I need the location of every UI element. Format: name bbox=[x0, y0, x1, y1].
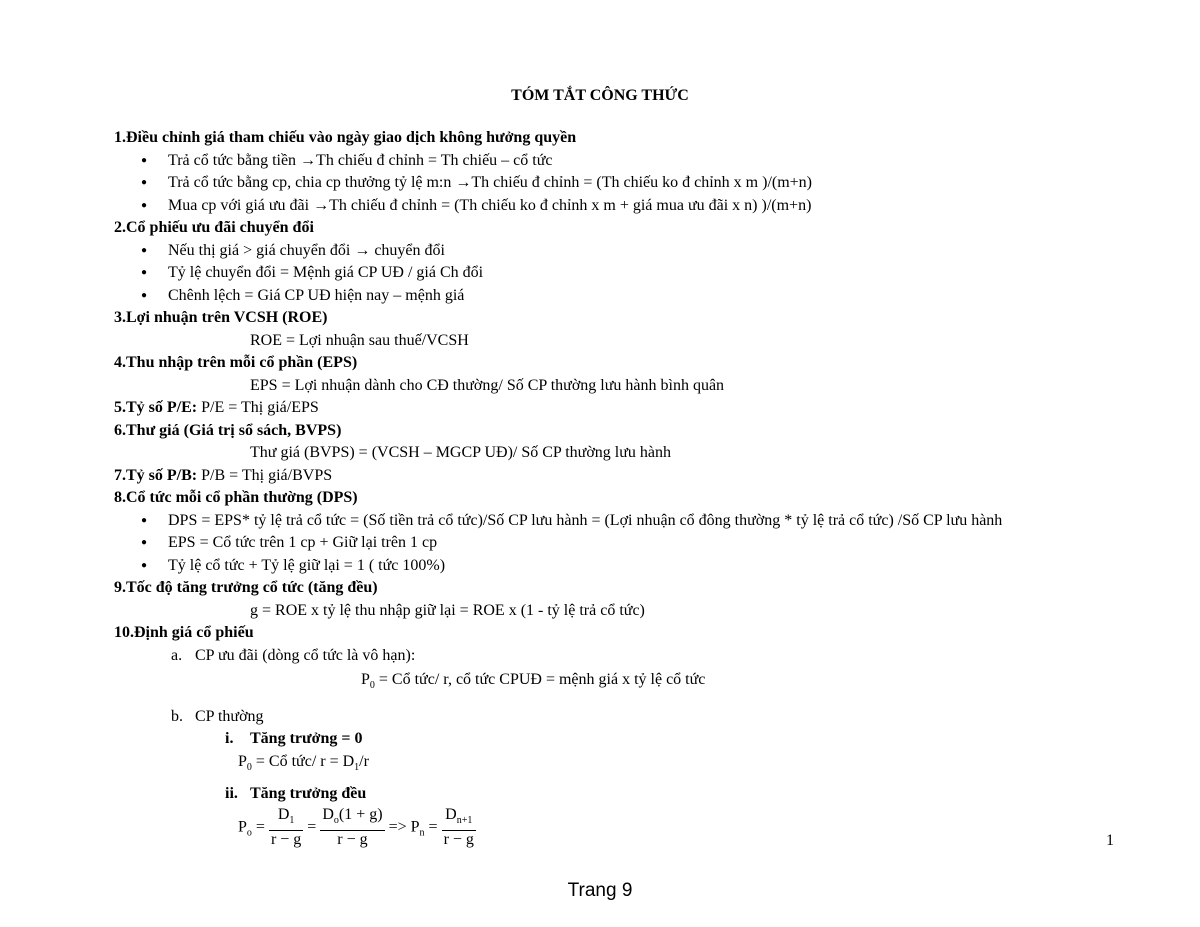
bvps-formula: Thư giá (BVPS) = (VCSH – MGCP UĐ)/ Số CP thường lưu hành bbox=[250, 444, 672, 461]
list-item: ● Chênh lệch = Giá CP UĐ hiện nay – mệnh giá bbox=[114, 285, 1124, 308]
subitem-ii bbox=[114, 783, 1124, 806]
gordon-eq-3: = bbox=[424, 818, 442, 836]
list-item: ● Tỷ lệ chuyển đổi = Mệnh giá CP UĐ / giá Ch đổi bbox=[114, 262, 1124, 285]
subitem-ii-label: ii. bbox=[225, 785, 238, 803]
subitem-i-text: Tăng trưởng = 0 bbox=[250, 730, 363, 748]
fraction-3-numerator bbox=[442, 806, 476, 831]
fraction-2 bbox=[320, 806, 384, 849]
gordon-arrow: => P bbox=[388, 818, 420, 836]
fraction-2-d-sub: o bbox=[333, 815, 339, 827]
subitem-a-label: a. bbox=[171, 646, 183, 664]
gordon-pn-sub: n bbox=[419, 827, 425, 839]
fraction-2-numerator bbox=[320, 806, 384, 831]
section-10-heading: 10.Định giá cổ phiếu bbox=[114, 624, 254, 641]
subitem-ii-text: Tăng trưởng đều bbox=[250, 785, 367, 803]
subitem-b-label: b. bbox=[171, 707, 183, 725]
list-item: ● DPS = EPS* tỷ lệ trả cổ tức = (Số tiền trả cổ tức)/Số CP lưu hành = (Lợi nhuận cổ đông thường * tỷ lệ trả cổ tức) /Số CP lưu hành bbox=[114, 510, 1124, 533]
section-1-heading: 1.Điều chỉnh giá tham chiếu vào ngày giao dịch không hưởng quyền bbox=[114, 129, 577, 146]
eps-formula: EPS = Lợi nhuận dành cho CĐ thường/ Số CP thường lưu hành bình quân bbox=[250, 376, 725, 394]
list-item: ● Trả cổ tức bằng cp, chia cp thưởng tỷ lệ m:n →Th chiếu đ chỉnh = (Th chiếu ko đ chỉnh x m )/(m+n) bbox=[114, 172, 1124, 195]
section-9-heading: 9.Tốc độ tăng trưởng cổ tức (tăng đều) bbox=[114, 579, 378, 596]
section-6-heading: 6.Thư giá (Giá trị sổ sách, BVPS) bbox=[114, 421, 342, 439]
gordon-eq-2: = bbox=[307, 818, 321, 836]
pb-formula: P/B = Thị giá/BVPS bbox=[197, 466, 333, 484]
list-item: ● EPS = Cổ tức trên 1 cp + Giữ lại trên 1 cp bbox=[114, 532, 1124, 555]
subitem-i-label: i. bbox=[225, 730, 234, 748]
page-footer: Trang 9 bbox=[567, 880, 633, 901]
gordon-p-sub: o bbox=[246, 827, 252, 839]
section-7-heading: 7.Tỷ số P/B: bbox=[114, 466, 198, 484]
fraction-1-denominator: r − g bbox=[270, 831, 302, 849]
subitem-b bbox=[114, 706, 1124, 729]
section-5-heading: 5.Tỷ số P/E: bbox=[114, 399, 198, 416]
pe-formula: P/E = Thị giá/EPS bbox=[197, 399, 319, 416]
subitem-a bbox=[114, 645, 1124, 668]
gordon-p: P bbox=[238, 818, 247, 836]
zero-growth-p: P bbox=[238, 752, 247, 770]
section-5-line bbox=[114, 397, 1124, 420]
preferred-formula-p: P bbox=[361, 671, 370, 688]
fraction-2-d: D bbox=[322, 805, 334, 823]
subitem-i bbox=[114, 728, 1124, 751]
subitem-b-text: CP thường bbox=[195, 707, 264, 725]
section-7-line bbox=[114, 465, 1124, 488]
fraction-1-d-sub: 1 bbox=[289, 815, 295, 827]
gordon-formula bbox=[114, 806, 1124, 850]
list-item: ● Tỷ lệ cổ tức + Tỷ lệ giữ lại = 1 ( tức 100%) bbox=[114, 555, 1124, 578]
section-2-heading: 2.Cổ phiếu ưu đãi chuyển đổi bbox=[114, 219, 314, 236]
page-title: TÓM TẮT CÔNG THỨC bbox=[511, 87, 689, 104]
section-8-heading: 8.Cổ tức mỗi cổ phần thường (DPS) bbox=[114, 489, 358, 506]
list-item: ● Trả cổ tức bằng tiền →Th chiếu đ chỉnh = Th chiếu – cổ tức bbox=[114, 150, 1124, 173]
fraction-1-d: D bbox=[277, 805, 290, 823]
subitem-a-text: CP ưu đãi (dòng cổ tức là vô hạn): bbox=[195, 646, 416, 664]
zero-growth-formula bbox=[114, 751, 1124, 780]
preferred-formula-sub: 0 bbox=[369, 680, 375, 692]
fraction-1-numerator bbox=[269, 806, 303, 831]
document-body bbox=[114, 127, 1124, 850]
roe-formula: ROE = Lợi nhuận sau thuế/VCSH bbox=[250, 331, 469, 349]
gordon-eq-1: = bbox=[251, 818, 269, 836]
fraction-3-d-sub: n+1 bbox=[456, 815, 473, 827]
fraction-2-rest: (1 + g) bbox=[338, 805, 383, 823]
list-item: ● Nếu thị giá > giá chuyển đổi → chuyển đổi bbox=[114, 240, 1124, 263]
list-item: ● Mua cp với giá ưu đãi →Th chiếu đ chỉnh = (Th chiếu ko đ chỉnh x m + giá mua ưu đãi x n) )/(m+n) bbox=[114, 195, 1124, 218]
section-4-heading: 4.Thu nhập trên mỗi cổ phần (EPS) bbox=[114, 354, 358, 371]
fraction-3 bbox=[442, 806, 476, 849]
fraction-2-denominator: r − g bbox=[337, 831, 368, 849]
zero-growth-end: /r bbox=[359, 752, 369, 770]
fraction-3-d: D bbox=[445, 805, 457, 823]
zero-growth-rest: = Cổ tức/ r = D bbox=[251, 752, 355, 770]
preferred-formula-rest: = Cổ tức/ r, cổ tức CPUĐ = mệnh giá x tỷ lệ cổ tức bbox=[374, 671, 706, 688]
section-3-heading: 3.Lợi nhuận trên VCSH (ROE) bbox=[114, 309, 328, 326]
fraction-3-denominator: r − g bbox=[443, 831, 474, 849]
zero-growth-sub: 0 bbox=[246, 761, 252, 773]
growth-formula: g = ROE x tỷ lệ thu nhập giữ lại = ROE x (1 - tỷ lệ trả cổ tức) bbox=[250, 601, 645, 619]
fraction-1 bbox=[269, 806, 303, 849]
preferred-formula bbox=[114, 669, 1124, 698]
page-number: 1 bbox=[1106, 832, 1114, 849]
zero-growth-sub2: 1 bbox=[354, 761, 360, 773]
